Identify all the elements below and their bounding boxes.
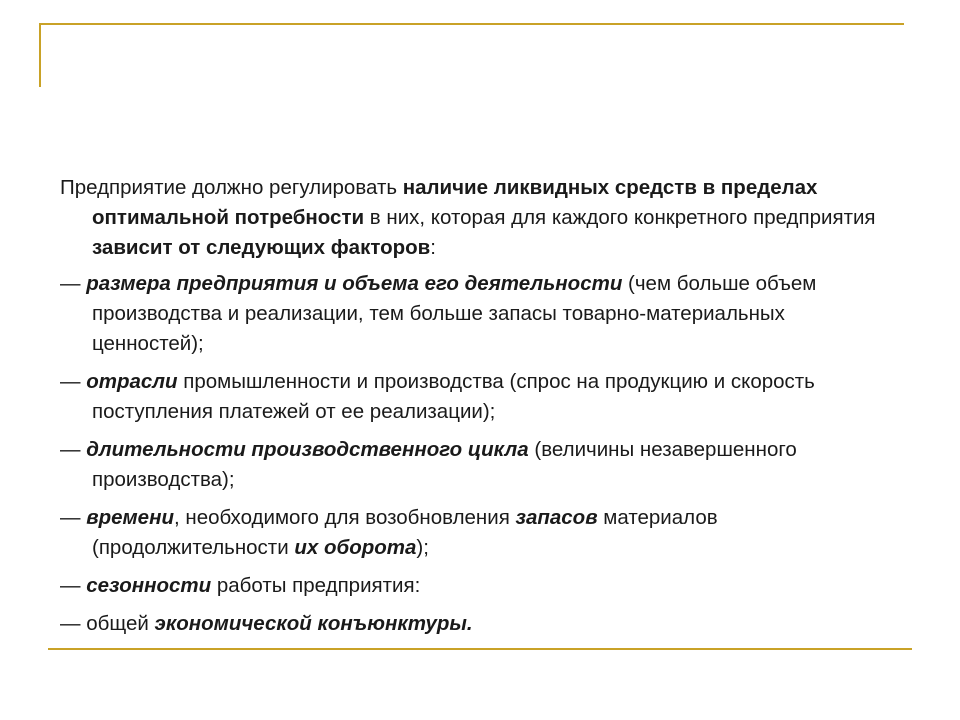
factor-item bbox=[60, 503, 890, 563]
frame-left-line bbox=[39, 23, 41, 87]
factor-text: работы предприятия: bbox=[211, 574, 421, 597]
factor-text: (величины незавершенного производства); bbox=[92, 438, 797, 491]
factor-text: материалов (продолжительности bbox=[92, 506, 718, 559]
intro-text-1: Предприятие должно регулировать bbox=[60, 176, 403, 199]
factor-dash: — bbox=[60, 574, 87, 597]
factor-dash: — bbox=[60, 506, 87, 529]
factor-text: (чем больше объем производства и реализации, тем больше запасы товарно-материальных ценностей); bbox=[92, 272, 817, 355]
factor-text: промышленности и производства (спрос на продукцию и скорость поступления платежей от ее реализации); bbox=[92, 370, 815, 423]
factor-emphasis: их оборота bbox=[294, 536, 417, 559]
frame-top-line bbox=[39, 23, 904, 25]
factor-emphasis: длительности производственного цикла bbox=[86, 438, 529, 461]
factor-item bbox=[60, 609, 890, 639]
factor-dash: — bbox=[60, 370, 87, 393]
factor-emphasis: запасов bbox=[515, 506, 598, 529]
factor-item bbox=[60, 367, 890, 427]
intro-bold-2: зависит от следующих факторов bbox=[92, 236, 431, 259]
intro-paragraph bbox=[60, 173, 890, 263]
factor-dash: — bbox=[60, 438, 87, 461]
factor-text: ); bbox=[416, 536, 429, 559]
factor-emphasis: размера предприятия и объема его деятельности bbox=[86, 272, 623, 295]
factor-item bbox=[60, 571, 890, 601]
factor-item bbox=[60, 435, 890, 495]
frame-bottom-line bbox=[48, 648, 912, 650]
intro-bold-1: наличие ликвидных средств в пределах оптимальной потребности bbox=[92, 176, 818, 229]
intro-text-2: в них, которая для каждого конкретного предприятия bbox=[364, 206, 876, 229]
factor-item bbox=[60, 269, 890, 359]
factor-text: , необходимого для возобновления bbox=[173, 506, 516, 529]
factor-emphasis: экономической конъюнктуры. bbox=[154, 612, 473, 635]
intro-text-3: : bbox=[430, 236, 436, 259]
factor-dash: — общей bbox=[60, 612, 155, 635]
slide-body bbox=[60, 173, 890, 647]
factor-emphasis: времени bbox=[86, 506, 174, 529]
factor-emphasis: сезонности bbox=[86, 574, 212, 597]
factor-dash: — bbox=[60, 272, 87, 295]
factor-emphasis: отрасли bbox=[86, 370, 178, 393]
